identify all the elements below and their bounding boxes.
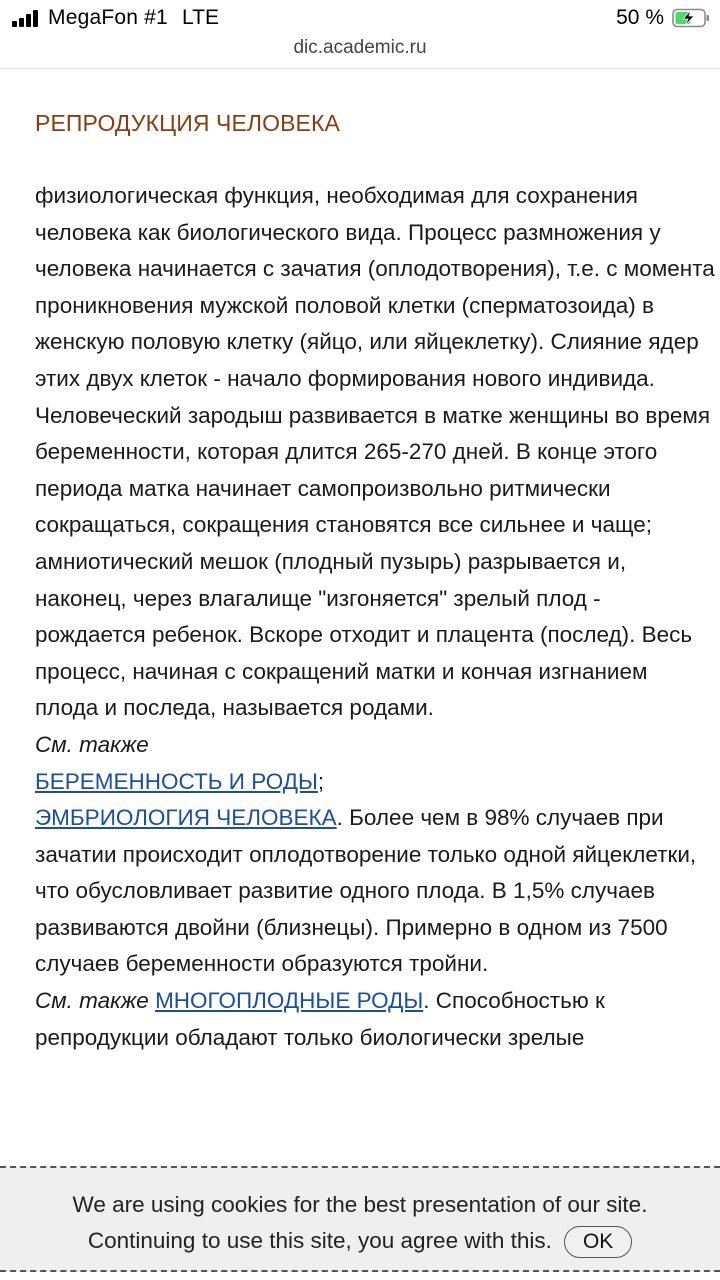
signal-strength-icon: [12, 9, 42, 27]
link-human-embryology[interactable]: ЭМБРИОЛОГИЯ ЧЕЛОВЕКА: [35, 805, 337, 831]
see-also-label: См. также: [35, 731, 149, 757]
cookie-banner: [0, 1166, 720, 1272]
link-separator: ;: [317, 768, 325, 794]
battery-percent: 50 %: [616, 6, 664, 29]
article-paragraph: физиологическая функция, необходимая для сохранения человека как биологического вида. Процесс размножения у человека начинается с зачатия (оплодотворения), т.е. с момента проникновения мужской половой клетки (сперматозоида) в женскую половую клетку (яйцо, или яйцеклетку). Слияние ядер этих двух клеток - начало формирования нового индивида. Человеческий зародыш развивается в матке женщины во время беременности, которая длится 265-270 дней. В конце этого периода матка начинает самопроизвольно ритмически сокращаться, сокращения становятся все сильнее и чаще; амниотический мешок (плодный пузырь) разрывается и, наконец, через влагалище "изгоняется" зрелый плод - рождается ребенок. Вскоре отходит и плацента (послед). Весь процесс, начиная с сокращений матки и кончая изгнанием плода и последа, называется родами.: [35, 183, 715, 721]
article-paragraph: . Более чем в 98% случаев при зачатии происходит оплодотворение только одной яйцеклетки, что обусловливает развитие одного плода. В 1,5% случаев развиваются двойни (близнецы). Примерно в одном из 7500 случаев беременности образуются тройни.: [35, 805, 697, 977]
network-type: LTE: [182, 6, 219, 29]
status-bar: [0, 0, 720, 38]
cookie-message-line-2: Continuing to use this site, you agree with this.: [87, 1228, 552, 1253]
url-bar[interactable]: dic.academic.ru: [293, 37, 427, 58]
battery-charging-icon: [672, 8, 710, 28]
cookie-ok-button[interactable]: OK: [564, 1226, 632, 1258]
cookie-message-line-1: We are using cookies for the best presentation of our site.: [72, 1192, 648, 1217]
article-title: РЕПРОДУКЦИЯ ЧЕЛОВЕКА: [35, 110, 340, 136]
url-divider: [0, 68, 720, 69]
article: [35, 105, 715, 1056]
article-paragraph: . Способностью к репродукции обладают только биологически зрелые: [35, 988, 605, 1050]
link-multiple-births[interactable]: МНОГОПЛОДНЫЕ РОДЫ: [155, 988, 424, 1014]
link-pregnancy-and-birth[interactable]: БЕРЕМЕННОСТЬ И РОДЫ: [35, 768, 318, 794]
see-also-label: См. также: [35, 988, 149, 1014]
carrier-name: MegaFon #1: [48, 6, 168, 29]
article-body: [35, 178, 715, 1056]
